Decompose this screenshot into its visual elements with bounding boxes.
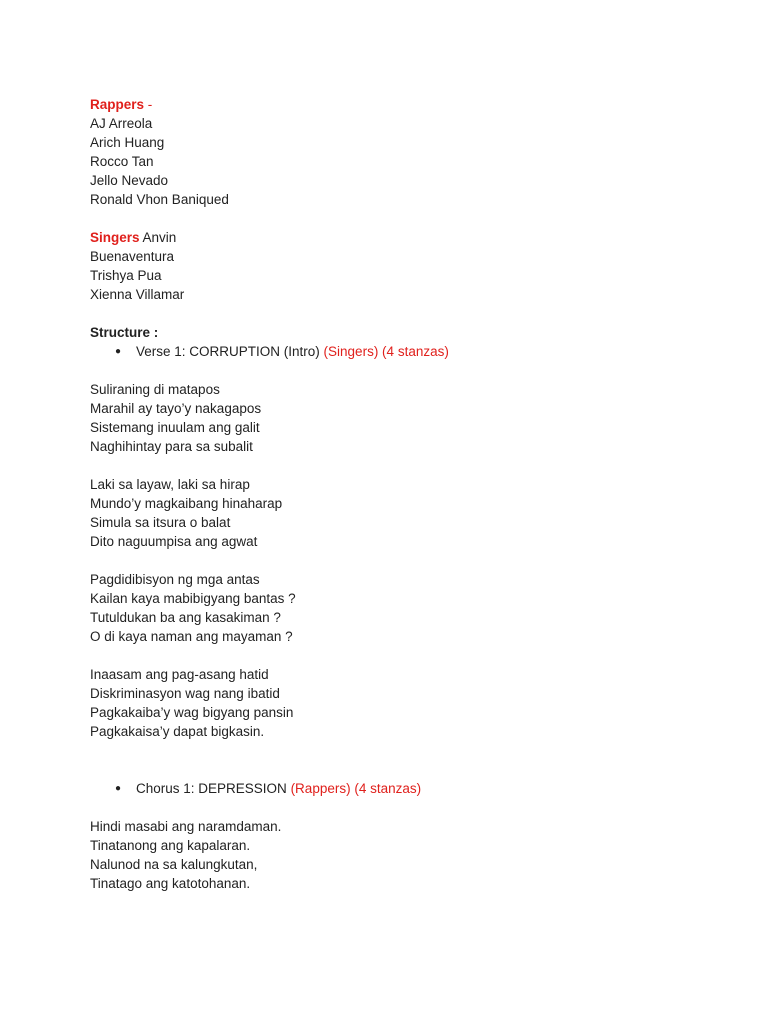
lyric-line: Nalunod na sa kalungkutan,	[90, 857, 258, 872]
verse1-bullet-item	[90, 342, 730, 361]
rapper-name: Arich Huang	[90, 135, 165, 150]
rapper-name: AJ Arreola	[90, 116, 153, 131]
lyric-line: Tinatago ang katotohanan.	[90, 876, 251, 891]
lyric-line: Marahil ay tayo’y nakagapos	[90, 401, 262, 416]
verse1-note: (Singers) (4 stanzas)	[323, 344, 449, 359]
rapper-name: Jello Nevado	[90, 173, 169, 188]
rappers-suffix: -	[144, 97, 153, 112]
verse1-title: Verse 1: CORRUPTION (Intro)	[136, 344, 324, 359]
singers-heading-line	[90, 228, 730, 247]
chorus1-title: Chorus 1: DEPRESSION	[136, 781, 291, 796]
rapper-name: Rocco Tan	[90, 154, 154, 169]
bullet-icon: ●	[115, 783, 122, 794]
lyric-line: Suliraning di matapos	[90, 382, 220, 397]
singer-name: Buenaventura	[90, 249, 175, 264]
lyric-line: Inaasam ang pag-asang hatid	[90, 667, 269, 682]
lyric-line: Pagkakaisa’y dapat bigkasin.	[90, 724, 265, 739]
lyric-line: Pagkakaiba’y wag bigyang pansin	[90, 705, 294, 720]
lyric-line: Naghihintay para sa subalit	[90, 439, 253, 454]
lyric-line: Sistemang inuulam ang galit	[90, 420, 260, 435]
rapper-name: Ronald Vhon Baniqued	[90, 192, 229, 207]
chorus1-note: (Rappers) (4 stanzas)	[290, 781, 422, 796]
singer-first-name: Anvin	[139, 230, 177, 245]
lyric-stanza	[90, 380, 730, 456]
lyric-line: Pagdidibisyon ng mga antas	[90, 572, 260, 587]
bullet-icon: ●	[115, 346, 122, 357]
lyric-line: Diskriminasyon wag nang ibatid	[90, 686, 280, 701]
lyric-line: Laki sa layaw, laki sa hirap	[90, 477, 250, 492]
lyric-line: Dito naguumpisa ang agwat	[90, 534, 258, 549]
rappers-heading-line	[90, 95, 730, 114]
singer-name: Xienna Villamar	[90, 287, 185, 302]
lyric-stanza	[90, 665, 730, 741]
lyric-stanza	[90, 570, 730, 646]
document-page	[90, 95, 730, 893]
lyric-line: Mundo’y magkaibang hinaharap	[90, 496, 283, 511]
lyric-stanza	[90, 475, 730, 551]
lyric-line: Tinatanong ang kapalaran.	[90, 838, 251, 853]
chorus1-bullet-item	[90, 779, 730, 798]
lyric-line: Kailan kaya mabibigyang bantas ?	[90, 591, 296, 606]
lyric-line: Tutuldukan ba ang kasakiman ?	[90, 610, 281, 625]
lyric-line: O di kaya naman ang mayaman ?	[90, 629, 293, 644]
singer-name: Trishya Pua	[90, 268, 162, 283]
rappers-label: Rappers	[90, 97, 145, 112]
lyric-line: Simula sa itsura o balat	[90, 515, 231, 530]
lyric-stanza	[90, 817, 730, 893]
singers-label: Singers	[90, 230, 140, 245]
structure-heading: Structure :	[90, 325, 159, 340]
lyric-line: Hindi masabi ang naramdaman.	[90, 819, 282, 834]
